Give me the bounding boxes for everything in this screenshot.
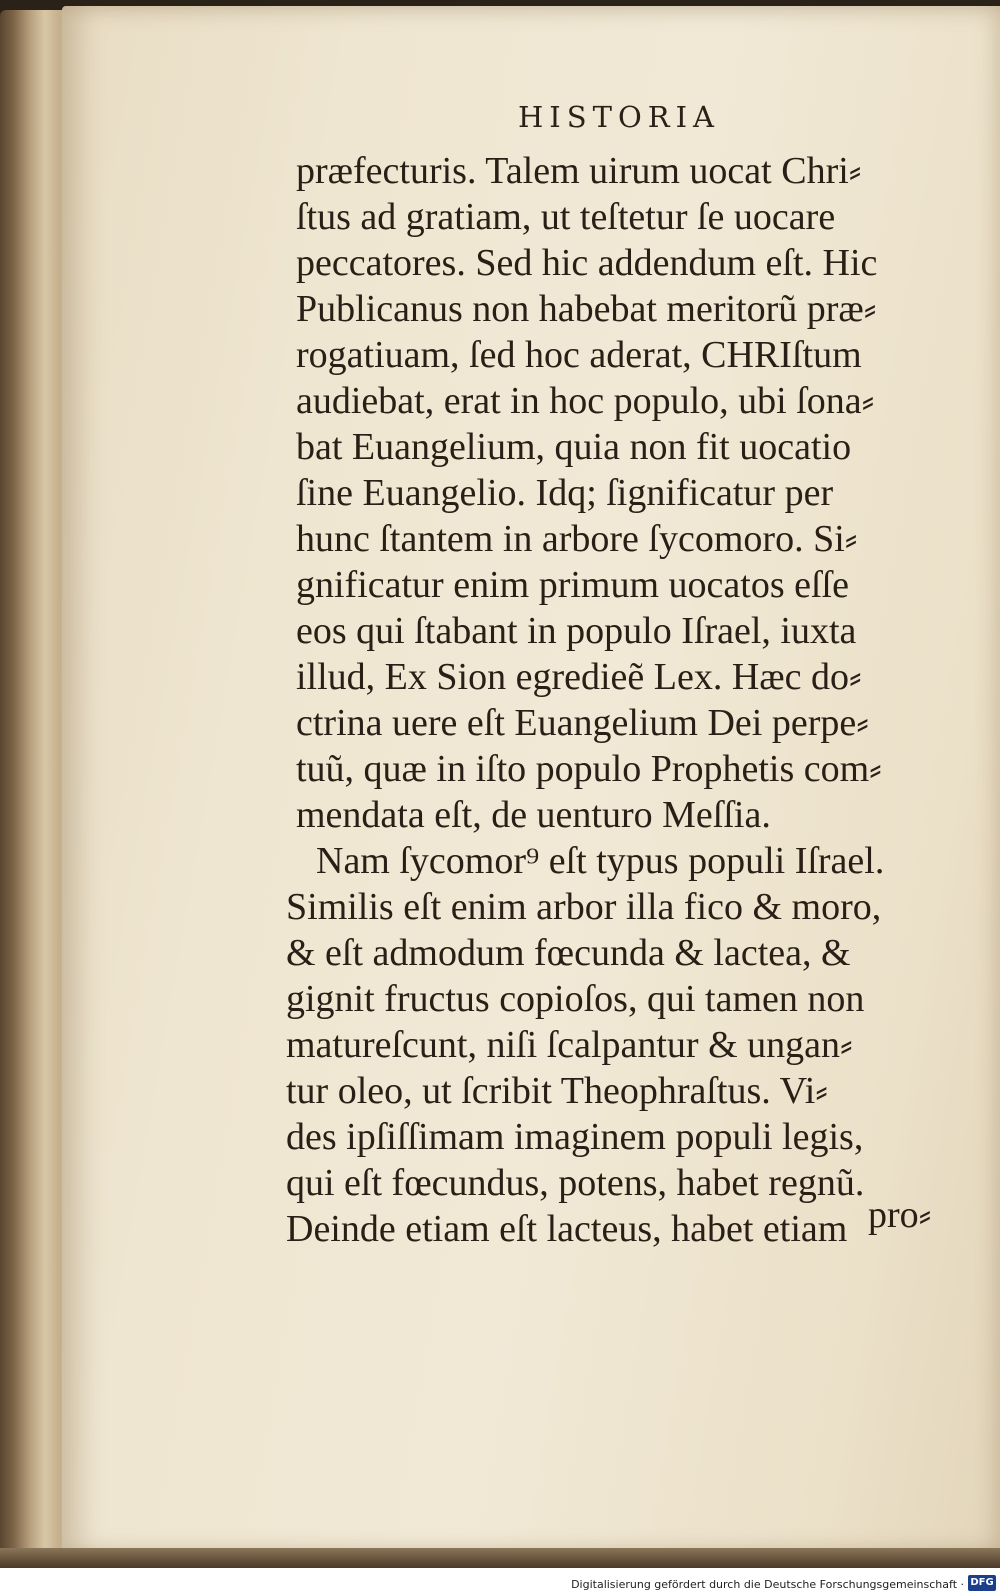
running-head: HISTORIA bbox=[518, 100, 720, 134]
text-line: Publicanus non habebat meritorũ præ⸗ bbox=[296, 288, 877, 330]
catchword: pro⸗ bbox=[868, 1194, 932, 1236]
text-line: tur oleo, ut ſcribit Theophraſtus. Vi⸗ bbox=[286, 1070, 828, 1112]
text-line: peccatores. Sed hic addendum eſt. Hic bbox=[296, 242, 878, 284]
text-line: ſtus ad gratiam, ut teſtetur ſe uocare bbox=[296, 196, 836, 238]
book-bottom-edge bbox=[0, 1548, 1000, 1568]
text-line: mendata eſt, de uenturo Meſſia. bbox=[296, 794, 771, 836]
text-line: Deinde etiam eſt lacteus, habet etiam bbox=[286, 1208, 848, 1250]
text-line: gignit fructus copioſos, qui tamen non bbox=[286, 978, 865, 1020]
text-line: des ipſiſſimam imaginem populi legis, bbox=[286, 1116, 864, 1158]
text-line: Similis eſt enim arbor illa fico & moro, bbox=[286, 886, 882, 928]
text-line: rogatiuam, ſed hoc aderat, CHRIſtum bbox=[296, 334, 862, 376]
text-line: ctrina uere eſt Euangelium Dei perpe⸗ bbox=[296, 702, 869, 744]
text-line: ſine Euangelio. Idq; ſignificatur per bbox=[296, 472, 834, 514]
footer-credit: Digitalisierung gefördert durch die Deutsche Forschungsgemeinschaft · bbox=[571, 1578, 964, 1591]
text-line: præfecturis. Talem uirum uocat Chri⸗ bbox=[296, 150, 862, 192]
text-line: Nam ſycomor⁹ eſt typus populi Iſrael. bbox=[316, 840, 885, 882]
text-line: tuũ, quæ in iſto populo Prophetis com⸗ bbox=[296, 748, 882, 790]
text-line: illud, Ex Sion egredieẽ Lex. Hæc do⸗ bbox=[296, 656, 862, 698]
text-line: bat Euangelium, quia non fit uocatio bbox=[296, 426, 852, 468]
text-line: matureſcunt, niſi ſcalpantur & ungan⸗ bbox=[286, 1024, 853, 1066]
text-line: hunc ſtantem in arbore ſycomoro. Si⸗ bbox=[296, 518, 858, 560]
text-line: gnificatur enim primum uocatos eſſe bbox=[296, 564, 849, 606]
text-line: qui eſt fœcundus, potens, habet regnũ. bbox=[286, 1162, 865, 1204]
text-line: audiebat, erat in hoc populo, ubi ſona⸗ bbox=[296, 380, 875, 422]
dfg-logo: DFG bbox=[968, 1575, 996, 1591]
text-line: eos qui ſtabant in populo Iſrael, iuxta bbox=[296, 610, 857, 652]
text-line: & eſt admodum fœcunda & lactea, & bbox=[286, 932, 851, 974]
